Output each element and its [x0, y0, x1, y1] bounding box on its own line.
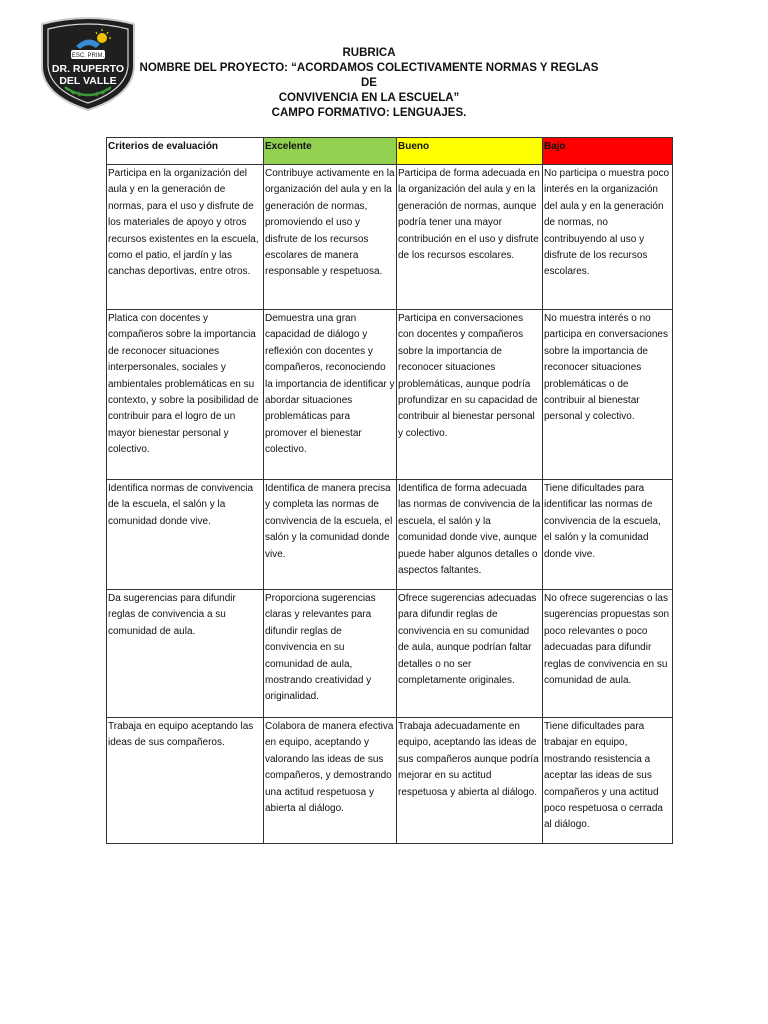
criterion-cell: Trabaja en equipo aceptando las ideas de sus compañeros.: [107, 718, 264, 844]
table-row: [107, 165, 673, 310]
excelente-cell: Proporciona sugerencias claras y relevantes para difundir reglas de convivencia en su comunidad de aula, mostrando creatividad y originalidad.: [264, 590, 397, 718]
bajo-cell: No muestra interés o no participa en conversaciones sobre la importancia de reconocer situaciones problemáticas o de contribuir al bienestar personal y colectivo.: [543, 310, 673, 480]
table-row: [107, 590, 673, 718]
logo-name-line1: DR. RUPERTO: [51, 63, 125, 75]
table-row: [107, 480, 673, 590]
header-bajo: Bajo: [543, 138, 673, 165]
excelente-cell: Identifica de manera precisa y completa las normas de convivencia de la escuela, el salón y la comunidad donde vive.: [264, 480, 397, 590]
excelente-cell: Colabora de manera efectiva en equipo, aceptando y valorando las ideas de sus compañeros, y demostrando una actitud respetuosa y abierta al diálogo.: [264, 718, 397, 844]
school-logo: [36, 16, 140, 112]
criterion-cell: Participa en la organización del aula y en la generación de normas, para el uso y disfrute de los materiales de apoyo y otros recursos existentes en la escuela, como el patio, el jardín y las canchas deportivas, entre otros.: [107, 165, 264, 310]
excelente-cell: Contribuye activamente en la organización del aula y en la generación de normas, promoviendo el uso y disfrute de los recursos escolares de manera responsable y respetuosa.: [264, 165, 397, 310]
criterion-cell: Da sugerencias para difundir reglas de convivencia a su comunidad de aula.: [107, 590, 264, 718]
header-excelente: Excelente: [264, 138, 397, 165]
bajo-cell: Tiene dificultades para trabajar en equipo, mostrando resistencia a aceptar las ideas de sus compañeros y una actitud poco respetuosa o cerrada al diálogo.: [543, 718, 673, 844]
criterion-cell: Platica con docentes y compañeros sobre la importancia de reconocer situaciones interpersonales, sociales y ambientales problemáticas en su contexto, y sobre la posibilidad de contribuir para el logro de un mayor bienestar personal y colectivo.: [107, 310, 264, 480]
bajo-cell: No ofrece sugerencias o las sugerencias propuestas son poco relevantes o poco adecuadas para difundir reglas de convivencia en su comunidad de aula.: [543, 590, 673, 718]
rubric-table: [106, 137, 673, 844]
bueno-cell: Participa de forma adecuada en la organización del aula y en la generación de normas, aunque podría tener una mayor contribución en el uso y disfrute de los recursos escolares.: [397, 165, 543, 310]
table-header-row: [107, 138, 673, 165]
table-row: [107, 718, 673, 844]
bueno-cell: Trabaja adecuadamente en equipo, aceptando las ideas de sus compañeros aunque podría mejorar en su actitud respetuosa y abierta al diálogo.: [397, 718, 543, 844]
project-name-line2: CONVIVENCIA EN LA ESCUELA”: [278, 92, 460, 104]
formative-field: CAMPO FORMATIVO: LENGUAJES.: [271, 107, 467, 119]
bueno-cell: Participa en conversaciones con docentes y compañeros sobre la importancia de reconocer situaciones problemáticas, aunque podría profundizar en su capacidad de contribuir al bienestar personal y colectivo.: [397, 310, 543, 480]
rubric-title: RUBRICA: [342, 47, 396, 59]
excelente-cell: Demuestra una gran capacidad de diálogo y reflexión con docentes y compañeros, reconociendo la importancia de identificar y abordar situaciones problemáticas para promover el bienestar colectivo.: [264, 310, 397, 480]
header-criterios: Criterios de evaluación: [107, 138, 264, 165]
bueno-cell: Ofrece sugerencias adecuadas para difundir reglas de convivencia en su comunidad de aula, aunque podrían faltar detalles o no ser completamente originales.: [397, 590, 543, 718]
criterion-cell: Identifica normas de convivencia de la escuela, el salón y la comunidad donde vive.: [107, 480, 264, 590]
school-shield-icon: [36, 16, 140, 112]
bajo-cell: No participa o muestra poco interés en la organización del aula y en la generación de normas, no contribuyendo al uso y disfrute de los recursos escolares.: [543, 165, 673, 310]
bajo-cell: Tiene dificultades para identificar las normas de convivencia de la escuela, el salón y la comunidad donde vive.: [543, 480, 673, 590]
document-header: [130, 46, 608, 121]
logo-school-type-text: ESC. PRIM.: [71, 53, 105, 59]
logo-name-line2: DEL VALLE: [59, 75, 117, 87]
bueno-cell: Identifica de forma adecuada las normas de convivencia de la escuela, el salón y la comunidad donde vive, aunque puede haber algunos detalles o aspectos faltantes.: [397, 480, 543, 590]
header-bueno: Bueno: [397, 138, 543, 165]
project-name-line1: NOMBRE DEL PROYECTO: “ACORDAMOS COLECTIVAMENTE NORMAS Y REGLAS DE: [139, 62, 599, 89]
table-row: [107, 310, 673, 480]
